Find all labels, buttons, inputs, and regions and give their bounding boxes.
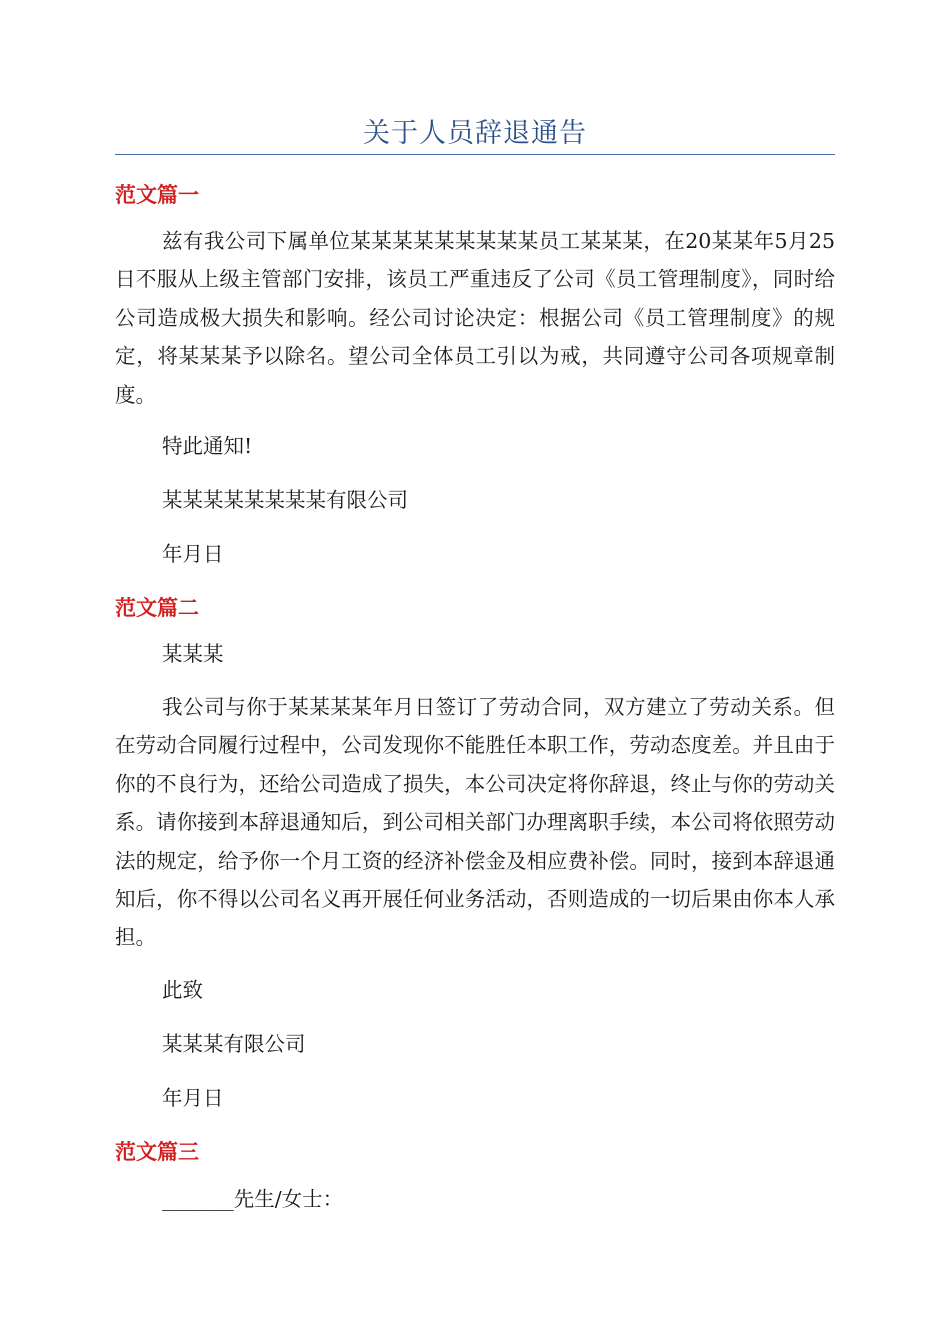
section-1-date: 年月日 — [162, 542, 224, 566]
section-2-body: 我公司与你于某某某某年月日签订了劳动合同，双方建立了劳动关系。但在劳动合同履行过程中，公司发现你不能胜任本职工作，劳动态度差。并且由于你的不良行为，还给公司造成了损失，本公司决定将你辞退，终止与你的劳动关系。请你接到本辞退通知后，到公司相关部门办理离职手续，本公司将依照劳动法的规定，给予你一个月工资的经济补偿金及相应费补偿。同时，接到本辞退通知后，你不得以公司名义再开展任何业务活动，否则造成的一切后果由你本人承担。 — [115, 695, 835, 950]
section-1-company: 某某某某某某某某有限公司 — [162, 488, 408, 512]
section-3-salutation: _______先生/女士： — [162, 1187, 344, 1211]
section-heading-1: 范文篇一 — [115, 183, 199, 207]
section-2-closing: 此致 — [162, 978, 203, 1002]
section-2-date: 年月日 — [162, 1086, 224, 1110]
section-1-body: 兹有我公司下属单位某某某某某某某某某员工某某某，在20某某年5月25日不服从上级主管部门安排，该员工严重违反了公司《员工管理制度》，同时给公司造成极大损失和影响。经公司讨论决定：根据公司《员工管理制度》的规定，将某某某予以除名。望公司全体员工引以为戒，共同遵守公司各项规章制度。 — [115, 229, 835, 407]
section-2-company: 某某某有限公司 — [162, 1032, 306, 1056]
section-heading-3: 范文篇三 — [115, 1140, 199, 1164]
section-2-addressee: 某某某 — [162, 642, 224, 666]
document-title: 关于人员辞退通告 — [363, 118, 587, 149]
section-1-notice: 特此通知! — [162, 434, 253, 458]
section-heading-2: 范文篇二 — [115, 596, 199, 620]
title-underline — [115, 154, 835, 155]
